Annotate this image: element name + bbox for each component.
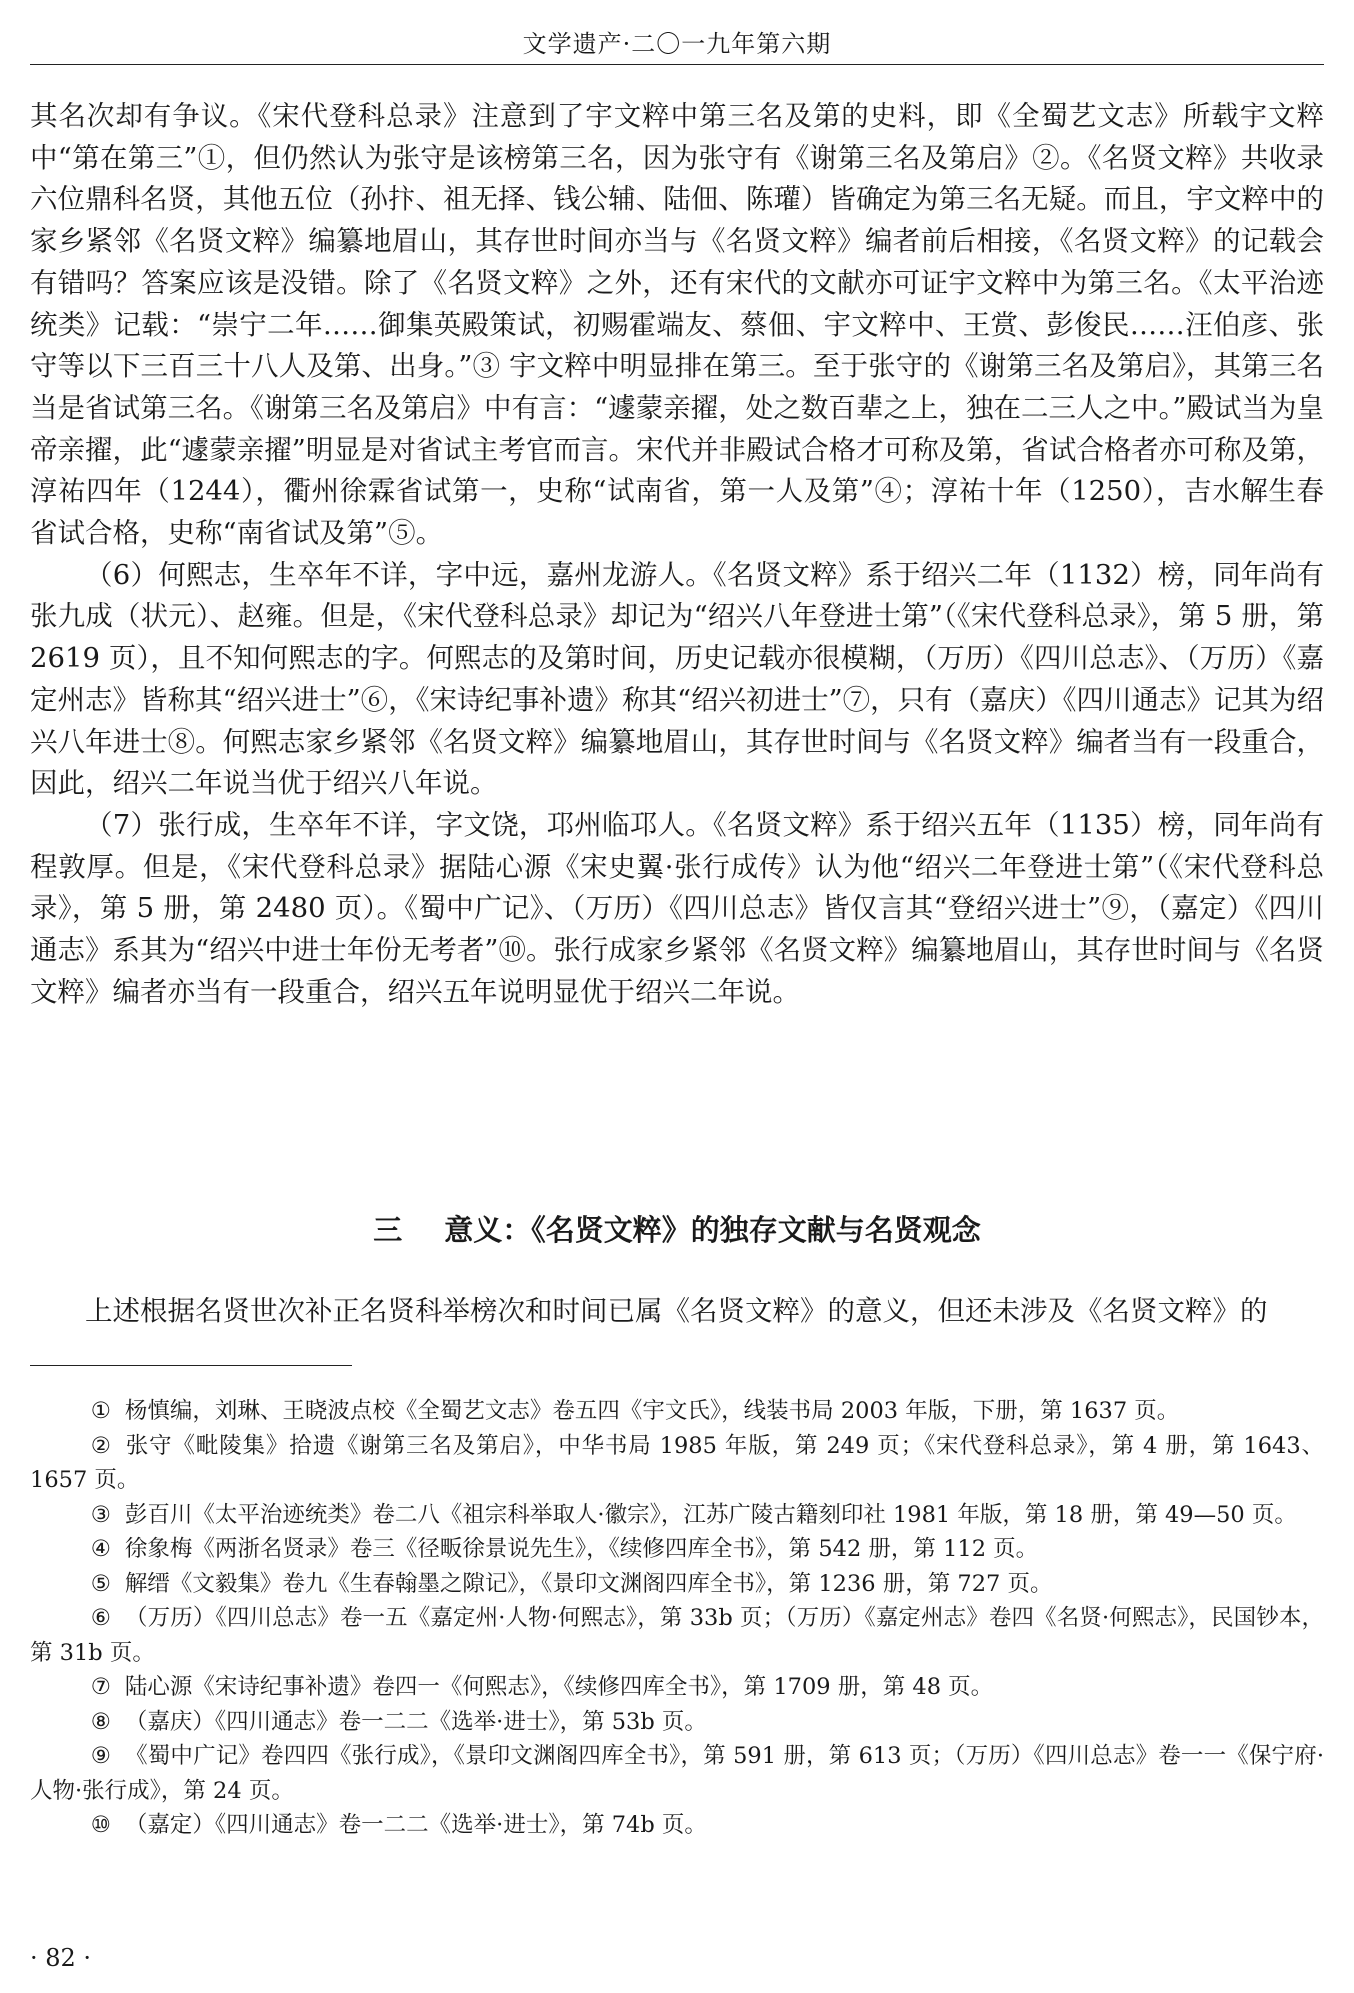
footnote-text: 杨慎编，刘琳、王晓波点校《全蜀艺文志》卷五四《宇文氏》，线装书局 2003 年版，下册，第 1637 页。	[124, 1398, 1180, 1424]
footnote-item	[30, 1429, 1324, 1498]
footnote-item	[30, 1532, 1324, 1567]
footnote-marker: ②	[90, 1432, 112, 1459]
section-intro-paragraph: 上述根据名贤世次补正名贤科举榜次和时间已属《名贤文粹》的意义，但还未涉及《名贤文粹》的	[85, 1295, 1268, 1327]
footnote-text: 《蜀中广记》卷四四《张行成》，《景印文渊阁四库全书》，第 591 册，第 613 页；（万历）《四川总志》卷一一《保宁府·人物·张行成》，第 24 页。	[30, 1743, 1325, 1804]
body-paragraph-1: 其名次却有争议。《宋代登科总录》注意到了宇文粹中第三名及第的史料，即《全蜀艺文志》所载宇文粹中“第在第三”①，但仍然认为张守是该榜第三名，因为张守有《谢第三名及第启》②。《名贤文粹》共收录六位鼎科名贤，其他五位（孙抃、祖无择、钱公辅、陆佃、陈瓘）皆确定为第三名无疑。而且，宇文粹中的家乡紧邻《名贤文粹》编纂地眉山，其存世时间亦当与《名贤文粹》编者前后相接，《名贤文粹》的记载会有错吗？答案应该是没错。除了《名贤文粹》之外，还有宋代的文献亦可证宇文粹中为第三名。《太平治迹统类》记载：“崇宁二年……御集英殿策试，初赐霍端友、蔡佃、宇文粹中、王赏、彭俊民……汪伯彦、张守等以下三百三十八人及第、出身。”③ 宇文粹中明显排在第三。至于张守的《谢第三名及第启》，其第三名当是省试第三名。《谢第三名及第启》中有言：“遽蒙亲擢，处之数百辈之上，独在二三人之中。”殿试当为皇帝亲擢，此“遽蒙亲擢”明显是对省试主考官而言。宋代并非殿试合格才可称及第，省试合格者亦可称及第，淳祐四年（1244），衢州徐霖省试第一，史称“试南省，第一人及第”④；淳祐十年（1250），吉水解生春省试合格，史称“南省试及第”⑤。	[30, 100, 1324, 550]
body-paragraph-2: （6）何熙志，生卒年不详，字中远，嘉州龙游人。《名贤文粹》系于绍兴二年（1132）榜，同年尚有张九成（状元）、赵雍。但是，《宋代登科总录》却记为“绍兴八年登进士第”（《宋代登科总录》，第 5 册，第 2619 页），且不知何熙志的字。何熙志的及第时间，历史记载亦很模糊，（万历）《四川总志》、（万历）《嘉定州志》皆称其“绍兴进士”⑥，《宋诗纪事补遗》称其“绍兴初进士”⑦，只有（嘉庆）《四川通志》记其为绍兴八年进士⑧。何熙志家乡紧邻《名贤文粹》编纂地眉山，其存世时间与《名贤文粹》编者当有一段重合，因此，绍兴二年说当优于绍兴八年说。	[30, 558, 1324, 800]
header-rule	[30, 64, 1324, 65]
footnote-item	[30, 1394, 1324, 1429]
footnote-item	[30, 1705, 1324, 1740]
footnote-text: 陆心源《宋诗纪事补遗》卷四一《何熙志》，《续修四库全书》，第 1709 册，第 48 页。	[124, 1674, 994, 1700]
footnote-marker: ⑨	[90, 1743, 112, 1769]
footnote-text: （嘉定）《四川通志》卷一二二《选举·进士》，第 74b 页。	[124, 1812, 707, 1838]
footnote-marker: ⑩	[90, 1812, 111, 1838]
footnote-item	[30, 1808, 1324, 1843]
footnote-item	[30, 1601, 1324, 1670]
page-number: · 82 ·	[30, 1944, 92, 1972]
footnotes	[30, 1394, 1324, 1843]
body-text	[30, 96, 1324, 1013]
section-title-text: 意义：《名贤文粹》的独存文献与名贤观念	[444, 1213, 981, 1247]
footnote-marker: ④	[90, 1536, 111, 1562]
footnote-marker: ③	[90, 1501, 111, 1528]
footnote-marker: ⑦	[90, 1674, 111, 1700]
running-header: 文学遗产·二〇一九年第六期	[522, 30, 832, 58]
footnote-marker: ⑤	[90, 1570, 111, 1597]
section-heading	[30, 1208, 1324, 1249]
footnote-marker: ⑧	[90, 1708, 111, 1735]
footnote-text: 解缙《文毅集》卷九《生春翰墨之隙记》，《景印文渊阁四库全书》，第 1236 册，第 727 页。	[124, 1570, 1053, 1597]
section-number: 三	[373, 1213, 403, 1247]
body-paragraph-3: （7）张行成，生卒年不详，字文饶，邛州临邛人。《名贤文粹》系于绍兴五年（1135）榜，同年尚有程敦厚。但是，《宋代登科总录》据陆心源《宋史翼·张行成传》认为他“绍兴二年登进士第”（《宋代登科总录》，第 5 册，第 2480 页）。《蜀中广记》、（万历）《四川总志》皆仅言其“登绍兴进士”⑨，（嘉定）《四川通志》系其为“绍兴中进士年份无考者”⑩。张行成家乡紧邻《名贤文粹》编纂地眉山，其存世时间与《名贤文粹》编者亦当有一段重合，绍兴五年说明显优于绍兴二年说。	[30, 808, 1324, 1008]
footnote-item	[30, 1567, 1324, 1602]
footnote-marker: ⑥	[90, 1605, 112, 1631]
footnote-marker: ①	[90, 1398, 111, 1424]
footnote-text: （万历）《四川总志》卷一五《嘉定州·人物·何熙志》，第 33b 页；（万历）《嘉定州志》卷四《名贤·何熙志》，民国钞本，第 31b 页。	[30, 1605, 1325, 1666]
footnote-text: 张守《毗陵集》拾遗《谢第三名及第启》，中华书局 1985 年版，第 249 页；《宋代登科总录》，第 4 册，第 1643、1657 页。	[30, 1432, 1324, 1493]
footnote-item	[30, 1670, 1324, 1705]
footnote-rule	[30, 1365, 352, 1366]
footnote-item	[30, 1498, 1324, 1533]
footnote-item	[30, 1739, 1324, 1808]
footnote-text: 彭百川《太平治迹统类》卷二八《祖宗科举取人·徽宗》，江苏广陵古籍刻印社 1981 年版，第 18 册，第 49—50 页。	[124, 1501, 1297, 1528]
footnote-text: 徐象梅《两浙名贤录》卷三《径畈徐景说先生》，《续修四库全书》，第 542 册，第 112 页。	[124, 1536, 1039, 1562]
footnote-text: （嘉庆）《四川通志》卷一二二《选举·进士》，第 53b 页。	[124, 1708, 707, 1735]
